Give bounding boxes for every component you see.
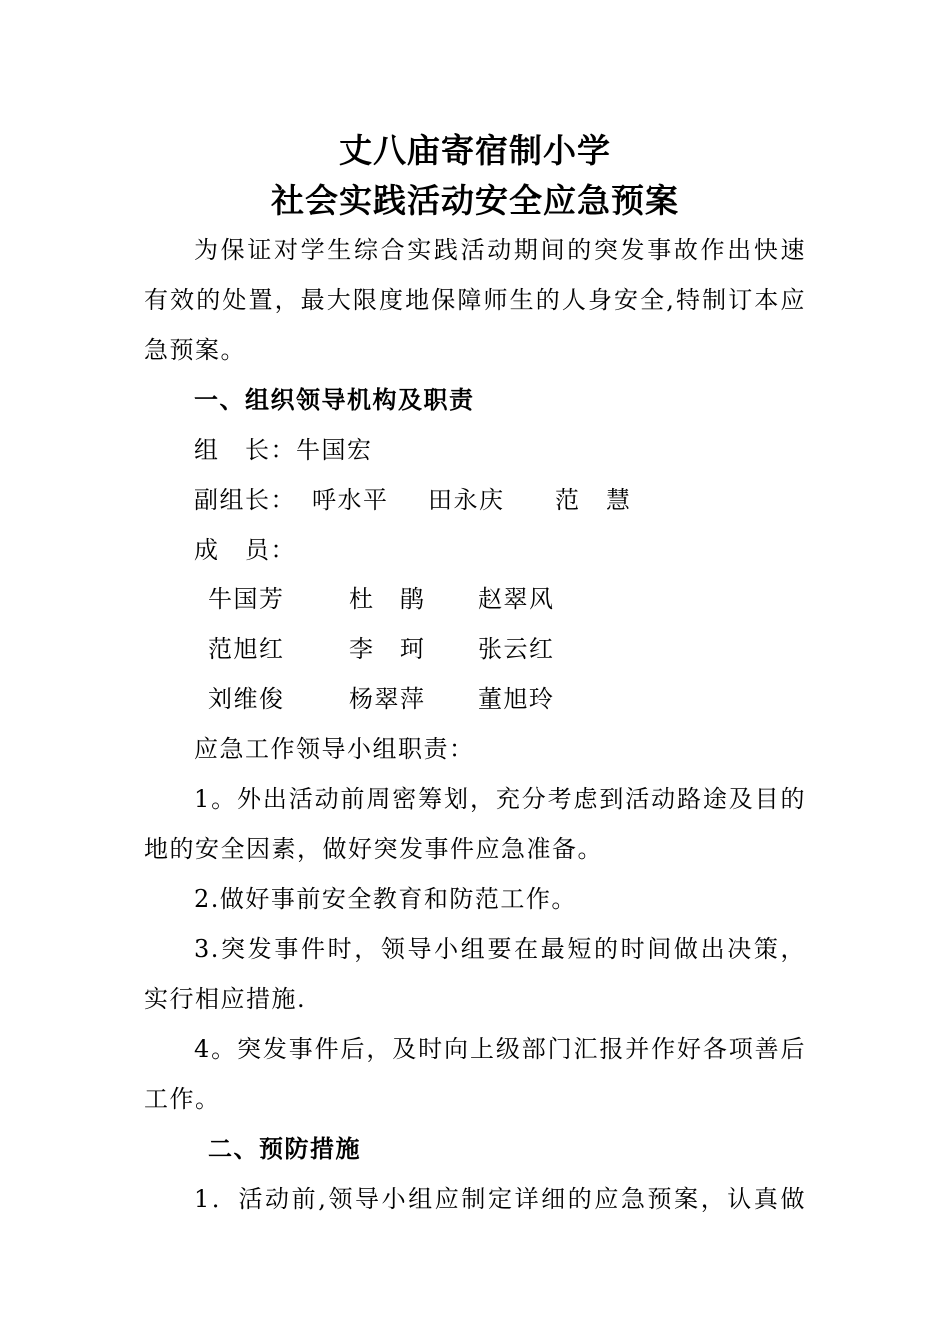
- intro-paragraph-line3: 急预案。: [144, 336, 246, 364]
- document-title-line1: 丈八庙寄宿制小学: [339, 131, 611, 170]
- intro-paragraph-line2: 有效的处置，最大限度地保障师生的人身安全,特制订本应: [144, 286, 806, 314]
- section2-item1-line1: 1．活动前,领导小组应制定详细的应急预案，认真做: [194, 1185, 806, 1213]
- duties-label: 应急工作领导小组职责：: [194, 735, 475, 763]
- member-name: 杜 鹃: [349, 585, 426, 613]
- intro-paragraph-line1: 为保证对学生综合实践活动期间的突发事故作出快速: [194, 236, 806, 264]
- duty1-line2: 地的安全因素，做好突发事件应急准备。: [144, 835, 603, 863]
- deputy-name: 范 慧: [555, 486, 632, 514]
- duty4-line1: 4。突发事件后，及时向上级部门汇报并作好各项善后: [194, 1035, 806, 1063]
- section1-heading: 一、组织领导机构及职责: [194, 386, 475, 414]
- member-name: 董旭玲: [478, 685, 555, 713]
- document-title-line2: 社会实践活动安全应急预案: [271, 181, 679, 220]
- member-name: 牛国芳: [208, 585, 285, 613]
- duty4-line2: 工作。: [144, 1085, 221, 1113]
- leader-line: 组 长：牛国宏: [194, 436, 373, 464]
- section2-heading: 二、预防措施: [208, 1135, 361, 1163]
- deputy-label: 副组长：: [194, 486, 296, 514]
- deputy-name: 田永庆: [428, 486, 505, 514]
- member-name: 刘维俊: [208, 685, 285, 713]
- member-name: 张云红: [478, 635, 555, 663]
- members-label: 成 员：: [194, 536, 296, 564]
- member-name: 赵翠风: [478, 585, 555, 613]
- duty2-line: 2.做好事前安全教育和防范工作。: [194, 885, 577, 913]
- member-name: 杨翠萍: [349, 685, 426, 713]
- member-name: 李 珂: [349, 635, 426, 663]
- member-name: 范旭红: [208, 635, 285, 663]
- duty3-line2: 实行相应措施.: [144, 985, 307, 1013]
- duty1-line1: 1。外出活动前周密筹划，充分考虑到活动路途及目的: [194, 785, 806, 813]
- deputy-name: 呼水平: [312, 486, 389, 514]
- duty3-line1: 3.突发事件时，领导小组要在最短的时间做出决策，: [194, 935, 806, 963]
